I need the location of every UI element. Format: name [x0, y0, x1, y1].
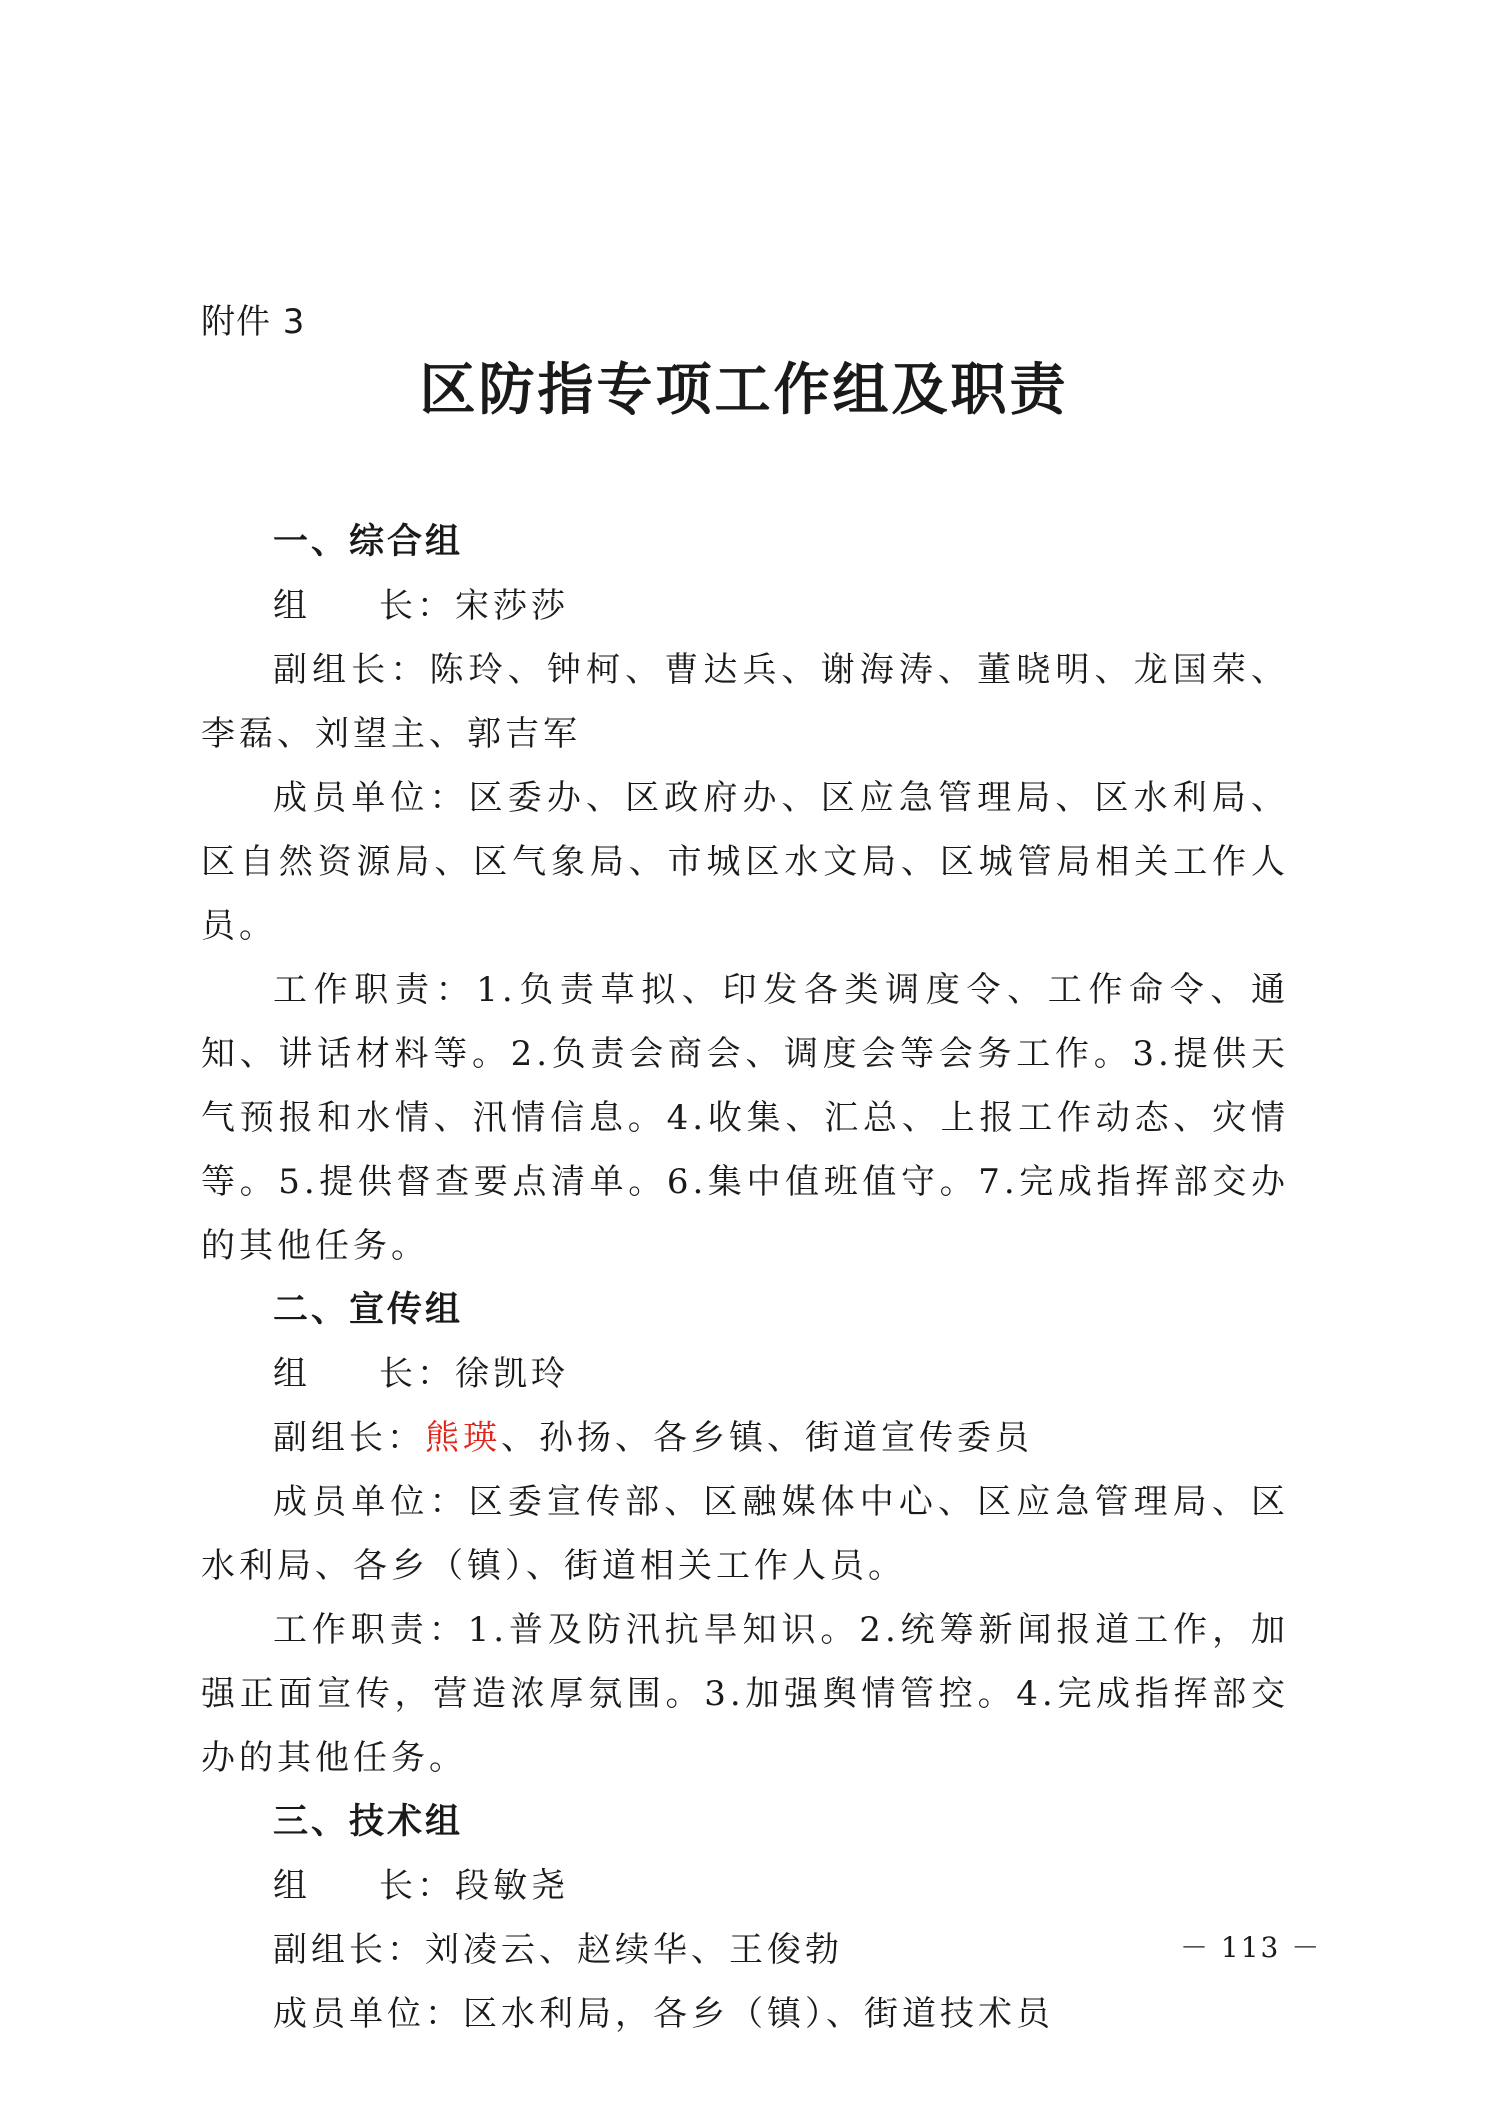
leader-label-a: 组 — [273, 586, 311, 626]
leader-label-a: 组 — [273, 1866, 311, 1906]
members-text: 区水利局，各乡（镇）、街道技术员 — [463, 1994, 1054, 2034]
leader-label-a: 组 — [273, 1354, 311, 1394]
leader-name: 段敏尧 — [455, 1866, 569, 1906]
deputy-names: 刘凌云、赵续华、王俊勃 — [425, 1930, 843, 1970]
leader-name: 宋莎莎 — [455, 586, 569, 626]
deputy-label: 副组长： — [273, 1930, 425, 1970]
section-general — [201, 510, 1289, 1278]
deputy-line — [201, 1406, 1289, 1470]
members-label: 成员单位： — [273, 778, 469, 818]
members-text: 区委办、区政府办、区应急管理局、区水利局、区自然资源局、区气象局、市城区水文局、区城管局相关工作人员。 — [201, 778, 1290, 946]
duties-label: 工作职责： — [273, 1610, 468, 1650]
members-text: 区委宣传部、区融媒体中心、区应急管理局、区水利局、各乡（镇）、街道相关工作人员。 — [201, 1482, 1290, 1586]
section-heading: 一、综合组 — [273, 522, 464, 562]
deputy-label: 副组长： — [273, 650, 430, 690]
leader-line — [201, 574, 1289, 638]
section-technical — [201, 1790, 1289, 2046]
deputy-label: 副组长： — [273, 1418, 425, 1458]
members-line — [201, 1470, 1289, 1598]
section-publicity — [201, 1278, 1289, 1790]
leader-label-b: 长： — [379, 586, 455, 626]
deputy-highlight-name: 熊瑛 — [425, 1418, 501, 1458]
section-heading: 三、技术组 — [273, 1802, 464, 1842]
members-label: 成员单位： — [273, 1482, 469, 1522]
leader-line — [201, 1342, 1289, 1406]
page-title: 区防指专项工作组及职责 — [419, 357, 1069, 423]
deputy-line — [201, 1918, 1289, 1982]
leader-line — [201, 1854, 1289, 1918]
leader-label-b: 长： — [379, 1354, 455, 1394]
duties-text: 1.负责草拟、印发各类调度令、工作命令、通知、讲话材料等。2.负责会商会、调度会等会务工作。3.提供天气预报和水情、汛情信息。4.收集、汇总、上报工作动态、灾情等。5.提供督查要点清单。6.集中值班值守。7.完成指挥部交办的其他任务。 — [201, 970, 1289, 1266]
duties-text: 1.普及防汛抗旱知识。2.统筹新闻报道工作，加强正面宣传，营造浓厚氛围。3.加强舆情管控。4.完成指挥部交办的其他任务。 — [201, 1610, 1289, 1778]
document-body — [201, 510, 1289, 2046]
deputy-names: 陈玲、钟柯、曹达兵、谢海涛、董晓明、龙国荣、李磊、刘望主、郭吉军 — [201, 650, 1290, 754]
deputy-names: 、孙扬、各乡镇、街道宣传委员 — [501, 1418, 1033, 1458]
duties-line — [201, 1598, 1289, 1790]
duties-label: 工作职责： — [273, 970, 477, 1010]
page-number: － 113 － — [1180, 1931, 1322, 1964]
deputy-line — [201, 638, 1289, 766]
section-heading: 二、宣传组 — [273, 1290, 464, 1330]
members-line — [201, 1982, 1289, 2046]
members-label: 成员单位： — [273, 1994, 463, 2034]
members-line — [201, 766, 1289, 958]
annex-label: 附件 3 — [201, 302, 306, 342]
leader-label-b: 长： — [379, 1866, 455, 1906]
leader-name: 徐凯玲 — [455, 1354, 569, 1394]
duties-line — [201, 958, 1289, 1278]
